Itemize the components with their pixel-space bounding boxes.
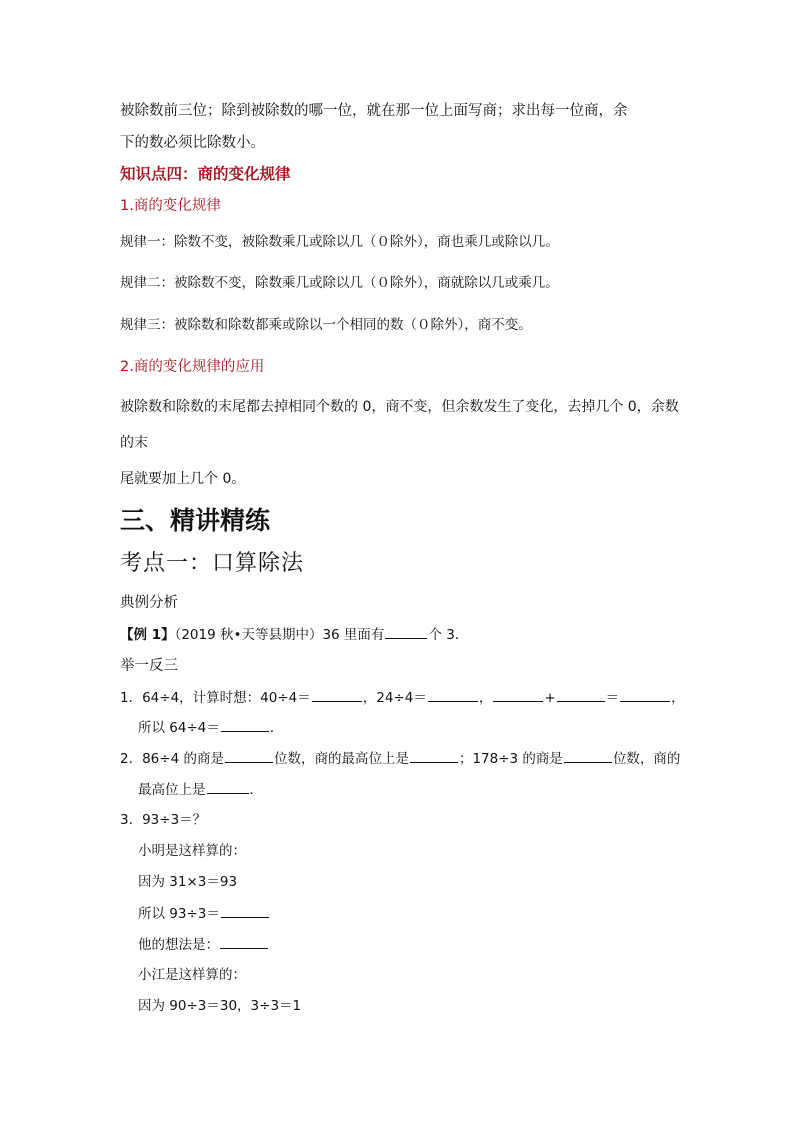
answer-blank[interactable] bbox=[557, 687, 605, 702]
application-line-3: 尾就要加上几个 0。 bbox=[120, 471, 246, 487]
question-3-line-2: 因为 31×3＝93 bbox=[138, 874, 238, 890]
example-1 bbox=[120, 624, 468, 645]
example-tag: 【例 1】 bbox=[120, 627, 175, 643]
q2-text-f: ． bbox=[249, 782, 263, 798]
question-3-line-6: 因为 90÷3＝30，3÷3＝1 bbox=[138, 998, 302, 1014]
answer-blank[interactable] bbox=[221, 903, 269, 918]
answer-blank[interactable] bbox=[428, 687, 478, 702]
question-2-line-2 bbox=[138, 779, 263, 800]
knowledge-point-4-heading: 知识点四：商的变化规律 bbox=[120, 165, 291, 183]
q1-text-d: + bbox=[544, 690, 556, 706]
answer-blank[interactable] bbox=[312, 687, 362, 702]
intro-line-1: 被除数前三位；除到被除数的哪一位，就在那一位上面写商；求出每一位商，余 bbox=[120, 103, 628, 119]
answer-blank[interactable] bbox=[207, 779, 249, 794]
question-1-line-2 bbox=[138, 717, 283, 738]
q2-text-c: ；178÷3 的商是 bbox=[458, 751, 563, 767]
q2-text-d: 位数，商的 bbox=[612, 751, 681, 767]
subheading-quotient-rules: 1.商的变化规律 bbox=[120, 198, 221, 214]
example-text-b: 个 3． bbox=[428, 627, 469, 643]
subheading-rules-application: 2.商的变化规律的应用 bbox=[120, 359, 265, 375]
answer-blank[interactable] bbox=[220, 934, 268, 949]
answer-blank[interactable] bbox=[410, 748, 458, 763]
practice-label: 举一反三 bbox=[120, 658, 178, 674]
intro-line-2: 下的数必须比除数小。 bbox=[120, 135, 265, 151]
rule-one: 规律一：除数不变，被除数乘几或除以几（０除外），商也乘几或除以几。 bbox=[120, 234, 559, 250]
rule-two: 规律二：被除数不变，除数乘几或除以几（０除外），商就除以几或乘几。 bbox=[120, 275, 559, 291]
exam-point-1-title: 考点一：口算除法 bbox=[120, 551, 305, 576]
example-text-a: （2019 秋•天等县期中）36 里面有 bbox=[174, 627, 385, 643]
q1-text-c: ， bbox=[478, 690, 493, 706]
q2-text-b: 位数，商的最高位上是 bbox=[273, 751, 409, 767]
q3-text-l3: 所以 93÷3＝ bbox=[138, 906, 220, 922]
answer-blank[interactable] bbox=[225, 748, 273, 763]
answer-blank[interactable] bbox=[620, 687, 670, 702]
answer-blank[interactable] bbox=[385, 624, 427, 639]
q1-text-a: 1．64÷4，计算时想：40÷4＝ bbox=[120, 690, 311, 706]
q1-text-g: 所以 64÷4＝ bbox=[138, 720, 220, 736]
application-line-1: 被除数和除数的末尾都去掉相同个数的 0，商不变，但余数发生了变化，去掉几个 0，余数 bbox=[120, 399, 679, 415]
q1-text-b: ，24÷4＝ bbox=[362, 690, 427, 706]
q3-text-l4: 他的想法是： bbox=[138, 937, 219, 953]
question-2-line-1 bbox=[120, 748, 680, 769]
rule-three: 规律三：被除数和除数都乘或除以一个相同的数（０除外），商不变。 bbox=[120, 317, 532, 333]
q1-text-h: ． bbox=[269, 720, 284, 736]
question-1-line-1 bbox=[120, 687, 685, 708]
q1-text-f: ， bbox=[671, 690, 685, 706]
question-3-title: 3．93÷3＝？ bbox=[120, 812, 207, 828]
application-line-2: 的末 bbox=[120, 435, 148, 451]
question-3-line-3 bbox=[138, 903, 270, 924]
answer-blank[interactable] bbox=[221, 717, 269, 732]
answer-blank[interactable] bbox=[564, 748, 612, 763]
question-3-line-5: 小江是这样算的： bbox=[138, 967, 246, 983]
question-3-line-4 bbox=[138, 934, 269, 955]
section-title: 三、精讲精练 bbox=[120, 506, 271, 535]
answer-blank[interactable] bbox=[493, 687, 543, 702]
q1-text-e: ＝ bbox=[605, 690, 620, 706]
example-analysis-label: 典例分析 bbox=[120, 595, 178, 611]
question-3-line-1: 小明是这样算的： bbox=[138, 843, 246, 859]
q2-text-a: 2．86÷4 的商是 bbox=[120, 751, 224, 767]
q2-text-e: 最高位上是 bbox=[138, 782, 206, 798]
